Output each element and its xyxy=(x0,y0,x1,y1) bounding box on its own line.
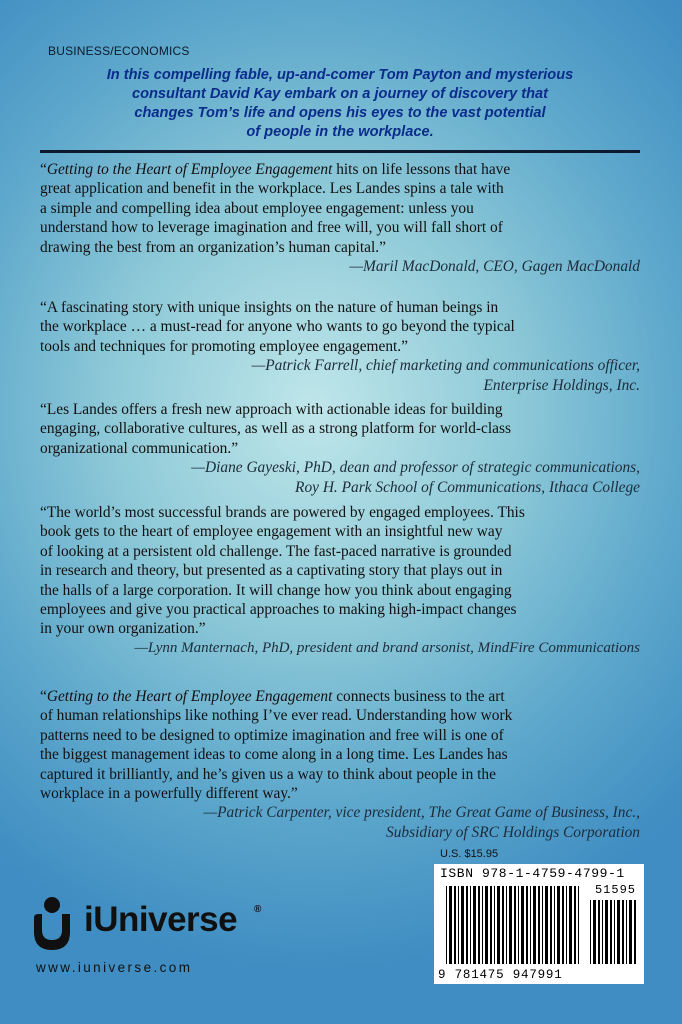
quote-line: “The world’s most successful brands are powered by engaged employees. This xyxy=(40,504,525,521)
barcode-bar xyxy=(485,886,488,964)
quote-attribution: Enterprise Holdings, Inc. xyxy=(483,376,640,394)
quote-line: “Getting to the Heart of Employee Engagement hits on life lessons that have xyxy=(40,161,511,178)
iuniverse-person-icon xyxy=(30,896,80,952)
publisher-logo xyxy=(30,896,270,956)
endorsement-quote-5 xyxy=(40,687,644,842)
barcode-bar xyxy=(449,886,452,964)
isbn-number: ISBN 978-1-4759-4799-1 xyxy=(440,866,625,881)
barcode-bar xyxy=(557,886,560,964)
barcode-bar xyxy=(446,886,447,964)
barcode-bar xyxy=(518,886,519,964)
barcode-bar xyxy=(610,900,612,964)
barcode-bar xyxy=(566,886,567,964)
barcode-bar xyxy=(526,886,528,964)
quote-attribution: Subsidiary of SRC Holdings Corporation xyxy=(386,823,640,841)
barcode-bar xyxy=(533,886,536,964)
quote-attribution: Roy H. Park School of Communications, Ithaca College xyxy=(295,478,640,496)
quote-text: connects business to the art xyxy=(332,688,505,705)
barcode-bar xyxy=(634,900,636,964)
barcode-bar xyxy=(626,900,627,964)
barcode-bar xyxy=(454,886,456,964)
quote-line: employees and give you practical approaches to making high-impact changes xyxy=(40,601,517,619)
barcode-bar xyxy=(590,900,591,964)
quote-line: understand how to leverage imagination and free will, you will fall short of xyxy=(40,219,503,237)
tagline-line: In this compelling fable, up-and-comer Tom Payton and mysterious xyxy=(106,67,574,83)
barcode-bar xyxy=(470,886,471,964)
tagline-line: of people in the workplace. xyxy=(246,124,434,140)
quote-line: organizational communication.” xyxy=(40,439,239,457)
quote-line: the biggest management ideas to come along in a long time. Les Landes has xyxy=(40,746,508,764)
quote-text: hits on life lessons that have xyxy=(332,161,511,178)
category-label: BUSINESS/ECONOMICS xyxy=(48,44,190,58)
barcode-bar xyxy=(502,886,504,964)
quote-line: of looking at a persistent old challenge. The fast-paced narrative is grounded xyxy=(40,542,512,560)
isbn-barcode xyxy=(434,864,644,984)
barcode-bar xyxy=(461,886,464,964)
price-label: U.S. $15.95 xyxy=(440,848,499,860)
quote-line: captured it brilliantly, and he’s given us a way to think about people in the xyxy=(40,765,496,783)
barcode-bar xyxy=(574,886,576,964)
barcode-bar xyxy=(509,886,512,964)
quote-line: the halls of a large corporation. It will change how you think about engaging xyxy=(40,581,512,599)
barcode-bar xyxy=(542,886,543,964)
quote-attribution: —Patrick Carpenter, vice president, The Great Game of Business, Inc., xyxy=(203,804,640,822)
barcode-bar xyxy=(530,886,531,964)
barcode-bar xyxy=(490,886,492,964)
barcode-bar xyxy=(545,886,548,964)
quote-attribution: —Patrick Farrell, chief marketing and communications officer, xyxy=(251,357,640,375)
quote-line: great application and benefit in the workplace. Les Landes spins a tale with xyxy=(40,180,504,198)
publisher-name: iUniverse xyxy=(84,900,238,939)
quote-line: “Les Landes offers a fresh new approach with actionable ideas for building xyxy=(40,401,503,418)
quote-line: the workplace … a must-read for anyone who wants to go beyond the typical xyxy=(40,318,515,336)
barcode-bar xyxy=(562,886,564,964)
quote-line: “A fascinating story with unique insights on the nature of human beings in xyxy=(40,299,499,316)
barcode-bar xyxy=(629,900,632,964)
tagline-line: consultant David Kay embark on a journey of discovery that xyxy=(131,86,549,102)
barcode-bar xyxy=(482,886,483,964)
barcode-bar xyxy=(605,900,608,964)
barcode-bar xyxy=(514,886,516,964)
barcode-bar xyxy=(506,886,507,964)
barcode-bar xyxy=(494,886,495,964)
endorsement-quote-4 xyxy=(40,503,644,658)
endorsement-quote-3 xyxy=(40,400,644,497)
quote-line: patterns need to be designed to optimize imagination and free will is one of xyxy=(40,726,504,744)
barcode-bar xyxy=(458,886,459,964)
divider-rule xyxy=(40,150,640,153)
barcode-bar xyxy=(538,886,540,964)
publisher-url[interactable]: www.iuniverse.com xyxy=(36,960,193,975)
barcode-bar xyxy=(569,886,572,964)
quote-attribution: —Diane Gayeski, PhD, dean and professor of strategic communications, xyxy=(191,459,640,477)
endorsement-quote-2 xyxy=(40,298,644,395)
barcode-bars xyxy=(434,864,644,984)
barcode-bar xyxy=(598,900,600,964)
barcode-bar xyxy=(521,886,524,964)
endorsement-quote-1 xyxy=(40,160,644,276)
registered-mark: ® xyxy=(254,904,262,915)
quote-line: drawing the best from an organization’s human capital.” xyxy=(40,238,386,256)
quote-line: of human relationships like nothing I’ve ever read. Understanding how work xyxy=(40,707,513,725)
barcode-bar xyxy=(550,886,552,964)
quote-line: workplace in a powerfully different way.” xyxy=(40,785,298,803)
price-code: 51595 xyxy=(594,883,636,897)
barcode-bar xyxy=(602,900,603,964)
quote-line: in your own organization.” xyxy=(40,620,206,638)
book-title: Getting to the Heart of Employee Engagement xyxy=(46,688,333,705)
quote-line: engaging, collaborative cultures, as well as a strong platform for world-class xyxy=(40,420,511,438)
tagline-line: changes Tom’s life and opens his eyes to the vast potential xyxy=(134,105,546,121)
barcode-bar xyxy=(617,900,620,964)
quote-attribution: —Lynn Manternach, PhD, president and brand arsonist, MindFire Communications xyxy=(134,639,640,656)
tagline xyxy=(40,66,640,142)
barcode-bar xyxy=(593,900,596,964)
quote-line: book gets to the heart of employee engagement with an insightful new way xyxy=(40,523,503,541)
barcode-bar xyxy=(622,900,624,964)
quote-line: in research and theory, but presented as a captivating story that plays out in xyxy=(40,562,503,580)
barcode-digits: 9 781475 947991 xyxy=(438,968,563,982)
book-title: Getting to the Heart of Employee Engagement xyxy=(46,161,333,178)
barcode-bar xyxy=(478,886,480,964)
barcode-bar xyxy=(497,886,500,964)
barcode-bar xyxy=(578,886,579,964)
barcode-bar xyxy=(466,886,468,964)
quote-line: “Getting to the Heart of Employee Engagement connects business to the art xyxy=(40,688,505,705)
quote-line: a simple and compelling idea about employee engagement: unless you xyxy=(40,199,474,217)
barcode-bar xyxy=(554,886,555,964)
barcode-bar xyxy=(473,886,476,964)
quote-line: tools and techniques for promoting employee engagement.” xyxy=(40,337,408,355)
quote-attribution: —Maril MacDonald, CEO, Gagen MacDonald xyxy=(349,258,640,276)
barcode-bar xyxy=(614,900,615,964)
